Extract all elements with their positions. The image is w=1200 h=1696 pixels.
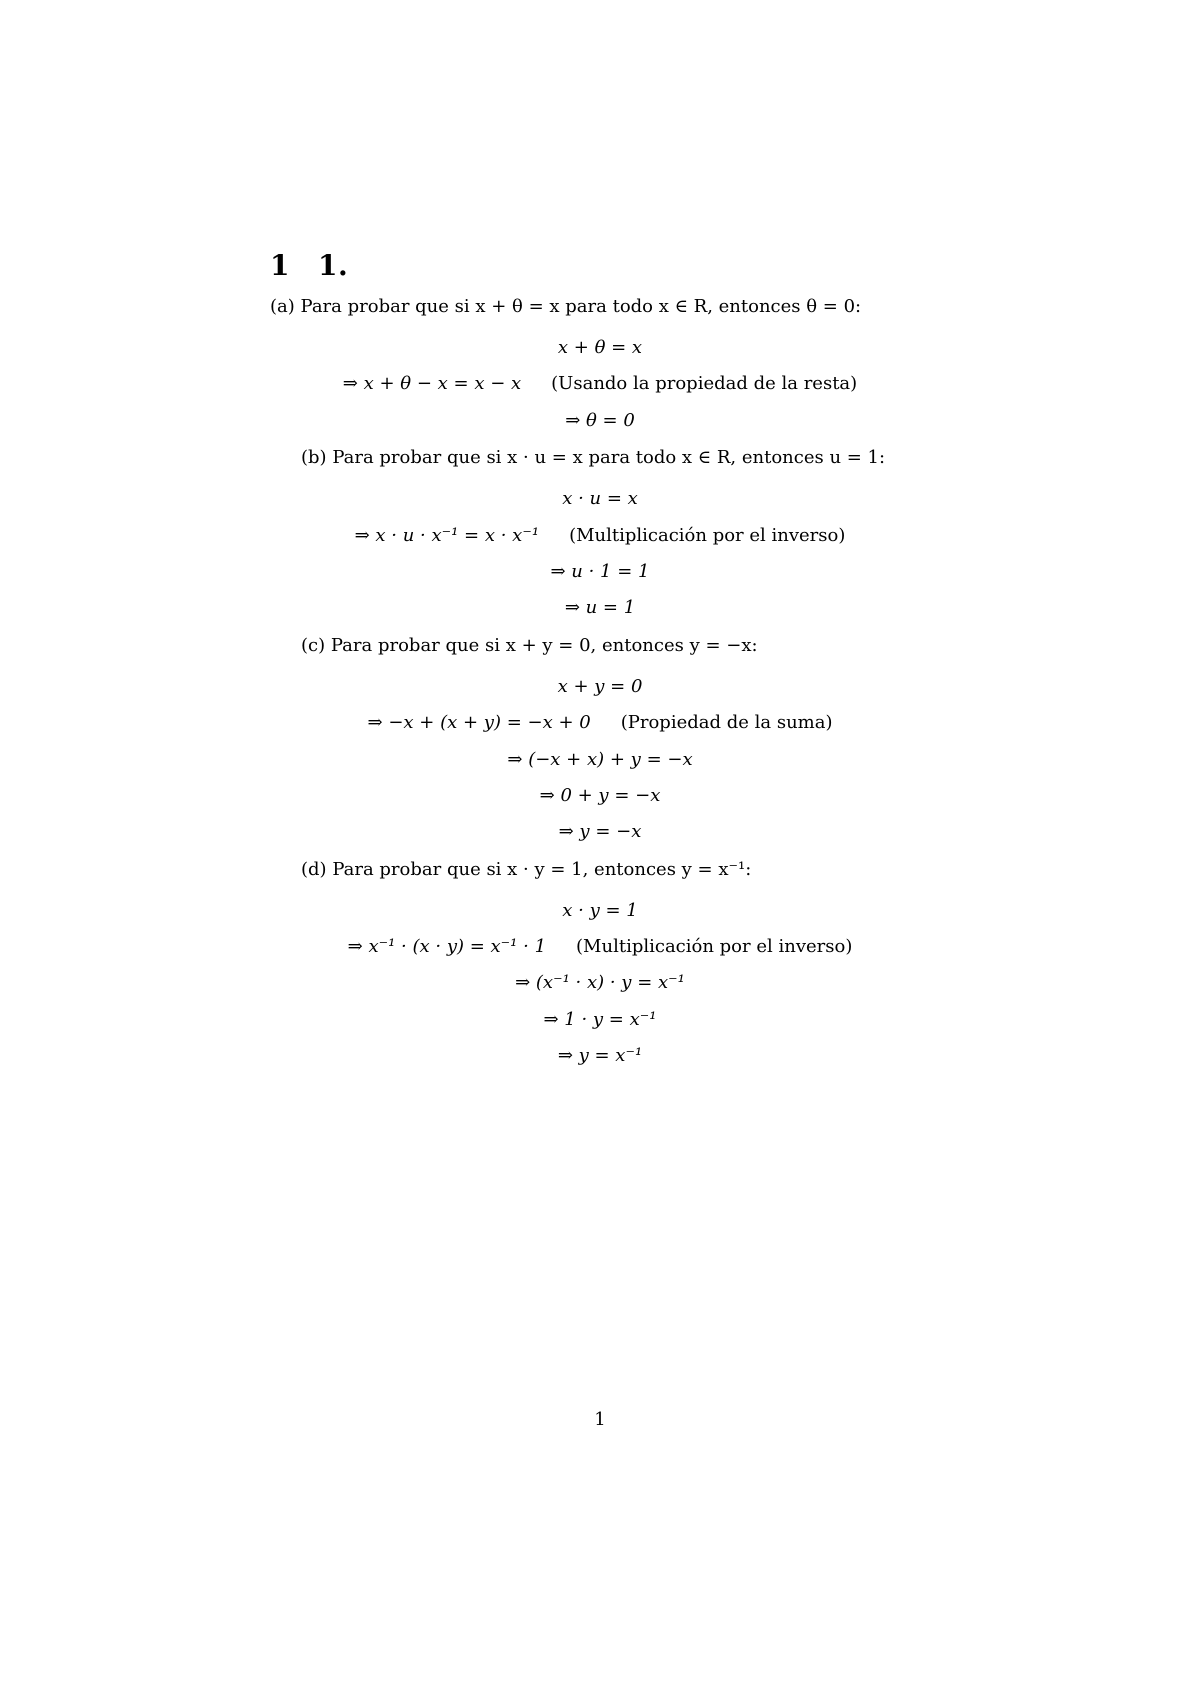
part-c-text: Para probar que si x + y = 0, entonces y = −x: [330,634,758,656]
equation-expr: x + y = 0 [557,675,643,697]
page-number: 1 [594,1409,606,1430]
equation-line [270,742,930,778]
page-content [270,248,930,1081]
equation-expr: ⇒ (−x + x) + y = −x [507,748,693,770]
equation-expr: x · u = x [562,488,638,510]
equation-expr: ⇒ θ = 0 [565,409,635,431]
equation-expr: ⇒ (x⁻¹ · x) · y = x⁻¹ [515,972,685,994]
equation-expr: ⇒ u · 1 = 1 [550,560,650,582]
equation-line [270,1038,930,1074]
part-a-statement [270,294,930,320]
equation-line [270,590,930,626]
equation-expr: ⇒ 0 + y = −x [539,784,661,806]
equation-line [270,929,930,965]
equation-expr: ⇒ u = 1 [564,597,636,619]
equation-expr: x + θ = x [557,337,643,358]
equation-line [270,669,930,705]
part-b-label: (b) [301,447,327,469]
equation-line [270,366,930,402]
part-c-equations [270,669,930,851]
equation-expr: ⇒ 1 · y = x⁻¹ [543,1008,657,1030]
equation-line [270,778,930,814]
equation-expr: ⇒ −x + (x + y) = −x + 0 [367,712,591,734]
part-a-equations [270,330,930,439]
equation-expr: ⇒ y = −x [558,821,642,843]
part-a-label: (a) [270,296,295,317]
section-number: 1 [270,249,290,282]
section-heading [270,248,930,284]
equation-note: (Usando la propiedad de la resta) [551,373,858,395]
equation-note: (Propiedad de la suma) [620,712,833,734]
equation-line [270,1002,930,1038]
part-a-text: Para probar que si x + θ = x para todo x ∈ R, entonces θ = 0: [300,296,862,317]
part-c-statement [270,633,930,659]
part-d-equations [270,893,930,1075]
equation-expr: ⇒ y = x⁻¹ [557,1045,643,1067]
equation-line [270,403,930,439]
equation-line [270,330,930,366]
equation-line [270,481,930,517]
equation-note: (Multiplicación por el inverso) [569,524,846,546]
equation-line [270,814,930,850]
part-d-label: (d) [301,858,327,880]
equation-line [270,518,930,554]
equation-line [270,705,930,741]
section-title: 1. [318,249,349,282]
equation-line [270,965,930,1001]
part-b-text: Para probar que si x · u = x para todo x ∈ R, entonces u = 1: [332,447,886,469]
equation-expr: ⇒ x + θ − x = x − x [342,373,522,395]
part-b-equations [270,481,930,627]
equation-line [270,554,930,590]
equation-line [270,893,930,929]
equation-expr: x · y = 1 [562,899,638,921]
part-d-statement [270,857,930,883]
part-d-text: Para probar que si x · y = 1, entonces y = x⁻¹: [332,858,752,880]
equation-note: (Multiplicación por el inverso) [576,936,853,958]
part-c-label: (c) [301,634,326,656]
equation-expr: ⇒ x · u · x⁻¹ = x · x⁻¹ [354,524,540,546]
equation-expr: ⇒ x⁻¹ · (x · y) = x⁻¹ · 1 [347,936,547,958]
part-b-statement [270,445,930,471]
